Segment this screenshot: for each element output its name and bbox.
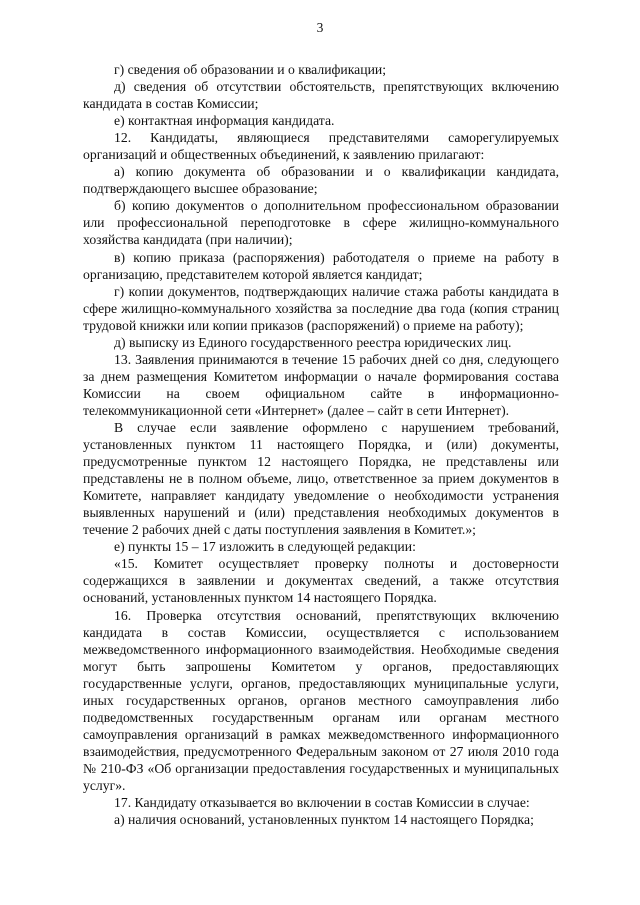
paragraph-list-item-a: а) копию документа об образовании и о квалификации кандидата, подтверждающего высшее образование; — [83, 164, 559, 197]
paragraph-clause-17: 17. Кандидату отказывается во включении в состав Комиссии в случае: — [114, 795, 530, 811]
paragraph-list-item-a2: а) наличия оснований, установленных пунктом 14 настоящего Порядка; — [114, 812, 534, 828]
paragraph-clause-13-note: В случае если заявление оформлено с нарушением требований, установленных пунктом 11 настоящего Порядка, и (или) документы, предусмотренные пунктом 12 настоящего Порядка, не представлены или представлены не в полном объеме, лицо, ответственное за прием документов в Комитете, направляет кандидату уведомление о необходимости устранения выявленных нарушений и (или) представления необходимых документов в течение 2 рабочих дней с даты поступления заявления в Комитет.»; — [83, 419, 559, 538]
paragraph-clause-13: 13. Заявления принимаются в течение 15 рабочих дней со дня, следующего за днем размещения Комитетом информации о начале формирования состава Комиссии на своем официальном сайте в информационно-телекоммуникационной сети «Интернет» (далее – сайт в сети Интернет). — [83, 351, 559, 418]
paragraph-list-item-e: е) контактная информация кандидата. — [114, 113, 335, 129]
page-number: 3 — [316, 20, 324, 35]
paragraph-amendment-e: е) пункты 15 – 17 изложить в следующей редакции: — [114, 539, 416, 555]
paragraph-list-item-g: г) сведения об образовании и о квалификации; — [114, 62, 387, 77]
paragraph-clause-12: 12. Кандидаты, являющиеся представителями саморегулируемых организаций и общественных объединений, к заявлению прилагают: — [83, 130, 559, 163]
paragraph-list-item-d: д) сведения об отсутствии обстоятельств, препятствующих включению кандидата в состав Комиссии; — [83, 79, 559, 112]
paragraph-clause-15: «15. Комитет осуществляет проверку полноты и достоверности содержащихся в заявлении и документах сведений, а также отсутствия оснований, установленных пунктом 14 настоящего Порядка. — [83, 556, 559, 606]
paragraph-list-item-d2: д) выписку из Единого государственного реестра юридических лиц. — [114, 334, 512, 350]
paragraph-clause-16: 16. Проверка отсутствия оснований, препятствующих включению кандидата в состав Комиссии, осуществляется с использованием межведомственного информационного взаимодействия. Необходимые сведения могут быть запрошены Комитетом у органов, предоставляющих государственные услуги, органов, предоставляющих муниципальные услуги, иных государственных органов, органов местного самоуправления либо подведомственных государственным органам или органам местного самоуправления организаций в рамках межведомственного информационного взаимодействия, предусмотренного Федеральным законом от 27 июля 2010 года № 210-ФЗ «Об организации предоставления государственных и муниципальных услуг». — [83, 607, 559, 793]
paragraph-list-item-b: б) копию документов о дополнительном профессиональном образовании или профессиональной переподготовке в сфере жилищно-коммунального хозяйства кандидата (при наличии); — [83, 198, 559, 248]
document-body — [83, 61, 559, 828]
paragraph-list-item-v: в) копию приказа (распоряжения) работодателя о приеме на работу в организацию, представителем которой является кандидат; — [83, 249, 559, 282]
paragraph-list-item-g2: г) копии документов, подтверждающих наличие стажа работы кандидата в сфере жилищно-коммунального хозяйства за последние два года (копия страниц трудовой книжки или копии приказов (распоряжений) о приеме на работу); — [83, 283, 559, 333]
